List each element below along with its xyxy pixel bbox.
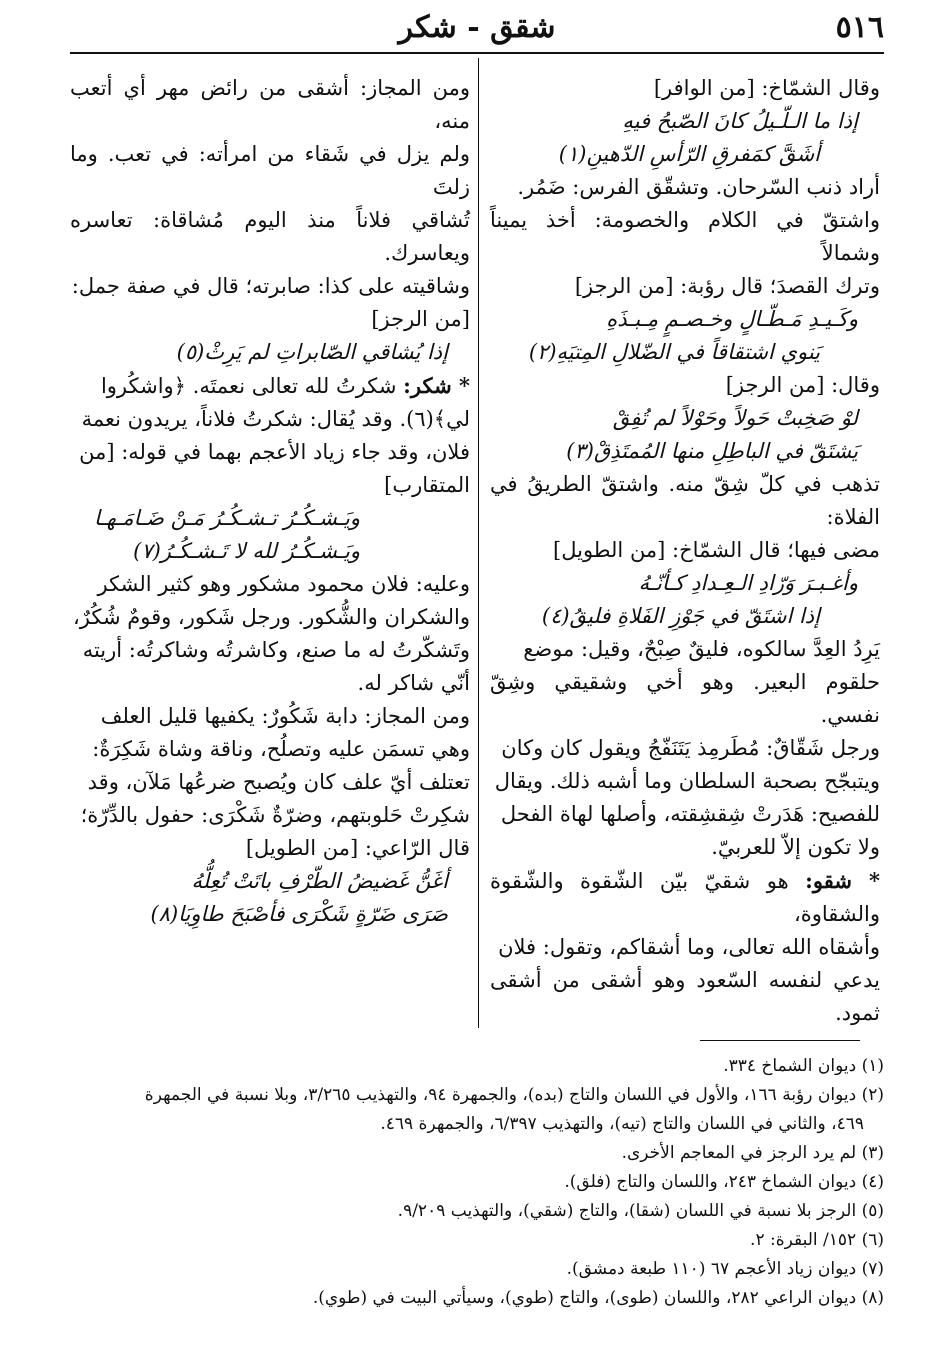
verse-line: صَرَى ضَرّةٍ شَكْرَى فأصْبَحَ طاوِيَا(٨) [150,902,448,926]
entry-text: شكرتُ لله تعالى نعمتَه. ﴿واشكُروا [100,374,404,398]
text-line: واشتقّ في الكلام والخصومة: أخذ يميناً وشمالاً [490,208,880,265]
text-line: وعليه: فلان محمود مشكور وهو كثير الشكر [97,572,470,596]
right-column [490,72,880,1030]
text-line: ورجل شَقّاقٌ: مُطَرمِذ يَتَنَفّجُ ويقول كان وكان [501,736,880,760]
text-line: فلان، وقد جاء زياد الأعجم بهما في قوله: [من [79,440,470,464]
text-line: وشاقيته على كذا: صابرته؛ قال في صفة جمل: [71,274,470,298]
text-line: شكِرتْ حَلوبتهم، وضرّةٌ شَكْرَى: حفول بالدِّرّة؛ [80,803,470,827]
verse-line: يَنوي اشتقاقاً في الضّلالِ المِتيَهِ(٢) [528,340,820,364]
verse-line: يَشتَقّ في الباطِلِ منها المُمتَذِقْ(٣) [566,439,858,463]
verse-line: لوْ صَخِبتْ حَولاً وحَوْلاً لم تُفِقْ [612,406,858,430]
text-line: ولم يزل في شَقاء من امرأته: في تعب. وما زلتَ [70,142,470,199]
verse-line: أشَقَّ كمَفرقِ الرّأسِ الدّهينِ(١) [558,142,820,166]
text-line: تذهب في كلّ شِقّ منه. واشتقّ الطريقُ في الفلاة: [490,472,880,529]
page-header [70,10,884,46]
text-line: لي﴾(٦). وقد يُقال: شكرتُ فلاناً، يريدون نعمة [81,407,470,431]
entry-paragraph [70,369,470,403]
footnote: ٤٦٩، والثاني في اللسان والتاج (تيه)، والتهذيب ٦/٣٩٧، والجمهرة ٤٦٩. [380,1114,864,1134]
text-line: وقال الشمّاخ: [من الوافر] [653,76,880,100]
header-rule [70,52,884,54]
entry-headword: * شقو: [805,868,880,893]
text-line: [من الرجز] [371,307,470,331]
footnote: (٥) الرجز بلا نسبة في اللسان (شقا)، والتاج (شقي)، والتهذيب ٩/٢٠٩. [397,1201,884,1221]
text-line: ولا تكون إلاّ للعربيّ. [711,835,880,859]
text-line: حلقوم البعير. وهو أخي وشقيقي وشِقّ نفسي. [490,670,880,727]
entry-headword: * شكر: [403,373,470,398]
entry-text: هو شقيّ بيّن الشّقوة والشّقوة والشقاوة، [490,869,880,926]
verse-line: إذا اشتَقّ في جَوْزِ الفَلاةِ فليقُ(٤) [541,604,820,628]
entry-paragraph [490,864,880,931]
text-line: تُشاقي فلاناً منذ اليوم مُشاقاة: تعاسره ويعاسرك. [70,208,470,265]
column-divider [478,58,479,1028]
text-line: يدعي لنفسه السّعود وهو أشقى من أشقى ثمود. [490,968,880,1025]
verse-line: وكَـيـدِ مَـطّـالٍ وخـصـمٍ مِـبـذَهِ [606,307,858,331]
footnote: (٦) ١٥٢/ البقرة: ٢. [750,1230,884,1250]
page-number: ٥١٦ [835,10,884,45]
text-line: وقال: [من الرجز] [725,373,880,397]
text-line: ويتبجّح بصحبة السلطان وما أشبه ذلك. ويقال [494,769,880,793]
text-line: قال الرّاعي: [من الطويل] [245,836,470,860]
verse-line: إذا ما الـلّـيلُ كانَ الصّبحُ فيهِ [622,109,858,133]
footnote: (٢) ديوان رؤبة ١٦٦، والأول في اللسان والتاج (بده)، والجمهرة ٩٤، والتهذيب ٣/٢٦٥، وبلا نسبة في الجمهرة [144,1085,884,1105]
footnote-rule [700,1040,860,1041]
footnote: (٤) ديوان الشماخ ٢٤٣، واللسان والتاج (فلق). [564,1172,884,1192]
verse-line: ويَـشـكُـرُ لله لا تَـشـكُـرُ(٧) [133,539,360,563]
page-title: شقق - شكر [398,10,556,45]
verse-line: ويَـشـكُـرُ تـشـكُـرُ مَـنْ ضَـامَـهـا [93,506,360,530]
text-line: ومن المجاز: أشقى من رائض مهر أي أتعب منه، [70,76,470,133]
verse-line: أغَنُّ غَضيضُ الطّرْفِ باتَتْ تُعِلُّهُ [191,869,448,893]
verse-line: إذا يُشاقي الصّابراتِ لم يَرِثْ(٥) [176,340,448,364]
footnote: (١) ديوان الشماخ ٣٣٤. [723,1056,884,1076]
text-line: وهي تسمَن عليه وتصلُح، وناقة وشاة شَكِرَةٌ: [92,737,470,761]
text-line: أراد ذنب السّرحان. وتشقّق الفرس: ضَمُر. [517,175,880,199]
text-line: وتَشكّرتُ له ما صنع، وكاشرتُه وشاكرتُه: أريته [82,638,470,662]
text-line: ومن المجاز: دابة شَكُورٌ: يكفيها قليل العلف [100,704,470,728]
footnotes [70,1052,884,1313]
text-line: تعتلف أيّ علف كان ويُصبح ضرعُها مَلآن، وقد [87,770,470,794]
text-line: مضى فيها؛ قال الشمّاخ: [من الطويل] [553,538,880,562]
text-line: للفصيح: هَدَرتْ شِقشِقته، وأصلها لهاة الفحل [500,802,880,826]
text-line: أنّي شاكر له. [357,671,470,695]
footnote: (٣) لم يرد الرجز في المعاجم الأخرى. [621,1143,884,1163]
footnote: (٨) ديوان الراعي ٢٨٢، واللسان (طوى)، والتاج (طوي)، وسيأتي البيت في (طوي). [312,1288,884,1308]
text-line: المتقارب] [384,473,470,497]
text-line: وترك القصدَ؛ قال رؤبة: [من الرجز] [574,274,880,298]
left-column [70,72,470,931]
footnote: (٧) ديوان زياد الأعجم ٦٧ (١١٠ طبعة دمشق). [566,1259,884,1279]
verse-line: وأغـبـرَ وَرّادِ الـعِـدادِ كـأنّـهُ [638,571,858,595]
text-line: وأشقاه الله تعالى، وما أشقاكم، وتقول: فلان [498,935,880,959]
text-line: يَرِدُ العِدَّ سالكوه، فليقٌ صِبْحٌ، وقيل: موضع [523,637,880,661]
text-line: والشكران والشُّكور. ورجل شَكور، وقومٌ شُكُرٌ، [72,605,470,629]
